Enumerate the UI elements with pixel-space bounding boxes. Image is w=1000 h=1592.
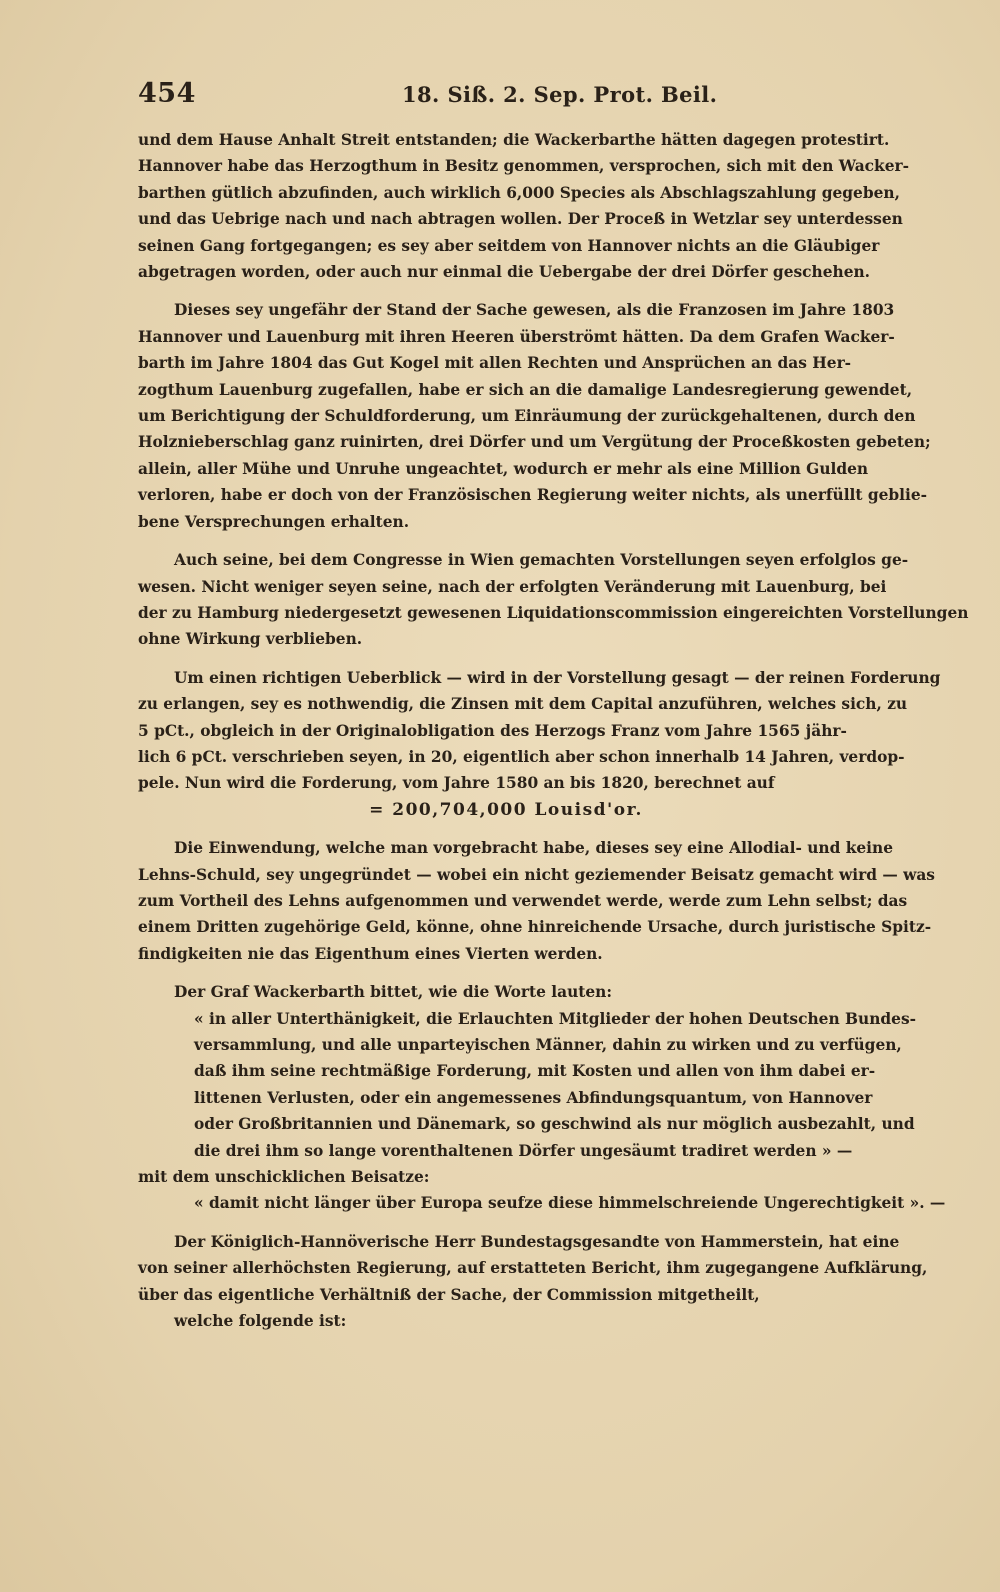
- paragraph: [138, 1229, 928, 1335]
- text-line: lich 6 pCt. verschrieben seyen, in 20, eigentlich aber schon innerhalb 14 Jahren, verdop-: [138, 747, 905, 766]
- total-amount: = 200,704,000 Louisd'or.: [369, 799, 643, 820]
- text-line: und dem Hause Anhalt Streit entstanden; die Wackerbarthe hätten dagegen protestirt.: [138, 131, 890, 149]
- quote-line: die drei ihm so lange vorenthaltenen Dörfer ungesäumt tradiret werden » —: [194, 1141, 853, 1160]
- text-line: der zu Hamburg niedergesetzt gewesenen Liquidationscommission eingereichten Vorstellungen: [138, 603, 969, 622]
- text-line: mit dem unschicklichen Beisatze:: [138, 1168, 430, 1187]
- text-line: und das Uebrige nach und nach abtragen wollen. Der Proceß in Wetzlar sey unterdessen: [138, 210, 903, 229]
- text-line: Dieses sey ungefähr der Stand der Sache gewesen, als die Franzosen im Jahre 1803: [174, 301, 895, 320]
- paragraph: [138, 665, 941, 823]
- text-line: abgetragen worden, oder auch nur einmal die Uebergabe der drei Dörfer geschehen.: [138, 263, 871, 282]
- text-line: zum Vortheil des Lehns aufgenommen und verwendet werde, werde zum Lehn selbst; das: [138, 891, 908, 910]
- text-line: findigkeiten nie das Eigenthum eines Vierten werden.: [138, 944, 603, 963]
- text-line: Auch seine, bei dem Congresse in Wien gemachten Vorstellungen seyen erfolglos ge-: [174, 551, 909, 570]
- text-line: ohne Wirkung verblieben.: [138, 630, 363, 649]
- text-line: Der Königlich-Hannöverische Herr Bundestagsgesandte von Hammerstein, hat eine: [174, 1232, 900, 1251]
- paragraph: [138, 127, 909, 285]
- text-line: Lehns-Schuld, sey ungegründet — wobei ein nicht geziemender Beisatz gemacht wird — was: [138, 865, 935, 884]
- text-line: von seiner allerhöchsten Regierung, auf erstatteten Bericht, ihm zugegangene Aufklärung,: [138, 1259, 928, 1278]
- text-line: Der Graf Wackerbarth bittet, wie die Worte lauten:: [174, 983, 613, 1002]
- running-head: 18. Siß. 2. Sep. Prot. Beil.: [402, 82, 718, 107]
- quote-line: daß ihm seine rechtmäßige Forderung, mit Kosten und allen von ihm dabei er-: [194, 1062, 876, 1081]
- text-line: um Berichtigung der Schuldforderung, um Einräumung der zurückgehaltenen, durch den: [138, 407, 916, 426]
- text-line: verloren, habe er doch von der Französischen Regierung weiter nichts, als unerfüllt geblie-: [138, 486, 928, 505]
- page-header: [138, 78, 872, 118]
- text-line: wesen. Nicht weniger seyen seine, nach der erfolgten Veränderung mit Lauenburg, bei: [138, 577, 887, 596]
- quote-line: oder Großbritannien und Dänemark, so geschwind als nur möglich ausbezahlt, und: [194, 1115, 915, 1134]
- text-line: allein, aller Mühe und Unruhe ungeachtet, wodurch er mehr als eine Million Gulden: [138, 459, 869, 478]
- body-text: [138, 127, 969, 1334]
- quote-line: versammlung, und alle unparteyischen Männer, dahin zu wirken und zu verfügen,: [194, 1036, 902, 1054]
- text-line: 5 pCt., obgleich in der Originalobligation des Herzogs Franz vom Jahre 1565 jähr-: [138, 721, 847, 740]
- text-line: Um einen richtigen Ueberblick — wird in der Vorstellung gesagt — der reinen Forderung: [174, 668, 941, 687]
- quote-line: « damit nicht länger über Europa seufze diese himmelschreiende Ungerechtigkeit ». —: [194, 1194, 946, 1213]
- text-line: Hannover und Lauenburg mit ihren Heeren überströmt hätten. Da dem Grafen Wacker-: [138, 327, 895, 346]
- text-line: barthen gütlich abzufinden, auch wirklich 6,000 Species als Abschlagszahlung gegeben,: [138, 183, 900, 202]
- text-line: bene Versprechungen erhalten.: [138, 512, 410, 531]
- paragraph: [138, 979, 946, 1217]
- paragraph: [138, 835, 935, 967]
- quote-line: littenen Verlusten, oder ein angemessenes Abfindungsquantum, von Hannover: [194, 1088, 873, 1107]
- text-line: über das eigentliche Verhältniß der Sache, der Commission mitgetheilt,: [138, 1285, 760, 1304]
- paragraph: [138, 547, 969, 653]
- page-number: 454: [138, 78, 196, 109]
- text-line: Holznieberschlag ganz ruinirten, drei Dörfer und um Vergütung der Proceßkosten gebeten;: [138, 433, 931, 452]
- text-line: Hannover habe das Herzogthum in Besitz genommen, versprochen, sich mit den Wacker-: [138, 157, 909, 176]
- paragraph: [138, 297, 931, 535]
- text-line: Die Einwendung, welche man vorgebracht habe, dieses sey eine Allodial- und keine: [174, 839, 894, 858]
- text-line: pele. Nun wird die Forderung, vom Jahre 1580 an bis 1820, berechnet auf: [138, 774, 775, 793]
- text-line: einem Dritten zugehörige Geld, könne, ohne hinreichende Ursache, durch juristische Spitz-: [138, 918, 932, 937]
- text-line: seinen Gang fortgegangen; es sey aber seitdem von Hannover nichts an die Gläubiger: [138, 236, 880, 255]
- text-line: barth im Jahre 1804 das Gut Kogel mit allen Rechten und Ansprüchen an das Her-: [138, 354, 852, 373]
- text-line: zu erlangen, sey es nothwendig, die Zinsen mit dem Capital anzuführen, welches sich, zu: [138, 695, 908, 714]
- quote-line: « in aller Unterthänigkeit, die Erlauchten Mitglieder der hohen Deutschen Bundes-: [194, 1009, 916, 1028]
- text-line: welche folgende ist:: [174, 1312, 347, 1331]
- text-line: zogthum Lauenburg zugefallen, habe er sich an die damalige Landesregierung gewendet,: [138, 380, 913, 399]
